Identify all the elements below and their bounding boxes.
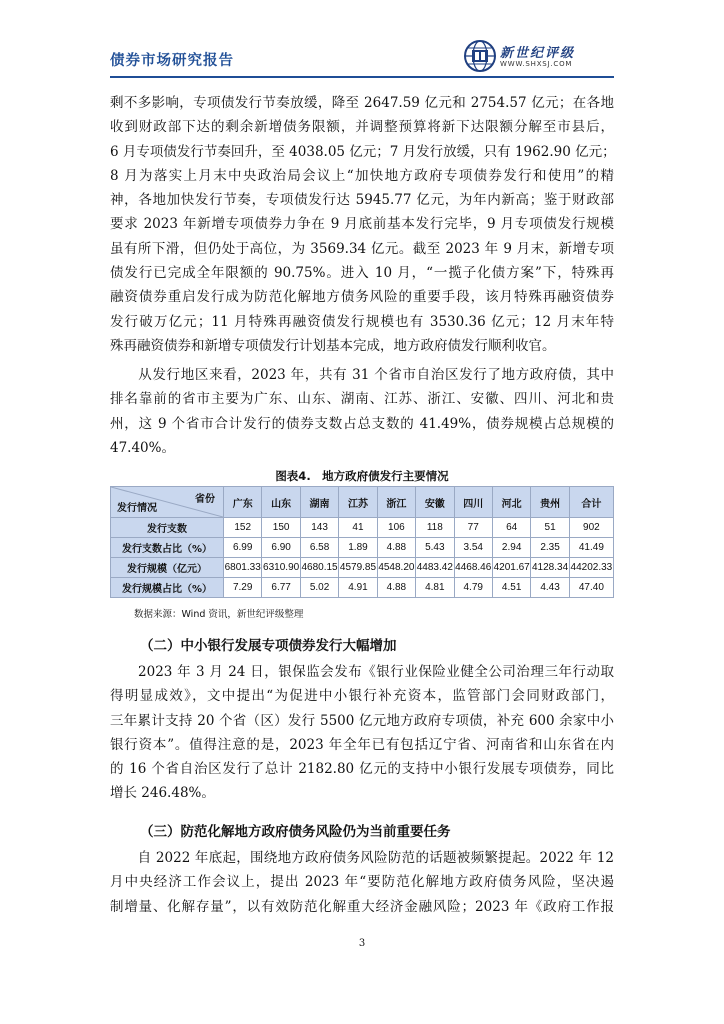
corner-bottom-label: 发行情况 xyxy=(117,503,157,514)
row-label: 发行规模（亿元） xyxy=(111,558,224,578)
text-line: 收到财政部下达的剩余新增债务限额，并调整预算将新下达限额分解至市县后， xyxy=(110,119,614,136)
text-line: 剩不多影响，专项债发行节奏放缓，降至 2647.59 亿元和 2754.57 亿元；在各地 xyxy=(110,95,614,111)
paragraph xyxy=(110,91,614,358)
column-header: 河北 xyxy=(492,487,530,518)
table-cell: 4.91 xyxy=(339,578,377,598)
table-caption: 图表4. 地方政府债发行主要情况 xyxy=(275,469,449,483)
text-line: 的 16 个省自治区发行了总计 2182.80 亿元的支持中小银行发展专项债券，同比 xyxy=(110,761,614,778)
table-cell: 4548.20 xyxy=(377,558,415,578)
table-cell: 4680.15 xyxy=(300,558,338,578)
paragraph xyxy=(110,363,614,460)
table-cell: 4579.85 xyxy=(339,558,377,578)
table-cell: 2.94 xyxy=(492,538,530,558)
globe-logo-icon xyxy=(464,40,496,72)
page-header xyxy=(110,44,614,76)
text-line: 增长 246.48%。 xyxy=(110,785,215,802)
table-cell: 5.43 xyxy=(416,538,454,558)
table-cell: 6.58 xyxy=(300,538,338,558)
column-header: 合计 xyxy=(569,487,613,518)
text-line: 州，这 9 个省市合计发行的债券支数占总支数的 41.49%，债券规模占总规模的 xyxy=(110,415,614,432)
report-title: 债券市场研究报告 xyxy=(110,53,234,69)
table-cell: 4.51 xyxy=(492,578,530,598)
table-cell: 41.49 xyxy=(569,538,613,558)
paragraph xyxy=(110,660,614,806)
text-line: 得明显成效》，文中提出“为促进中小银行补充资本，监管部门会同财政部门， xyxy=(110,688,614,705)
table-cell: 5.02 xyxy=(300,578,338,598)
text-line: 要求 2023 年新增专项债券力争在 9 月底前基本发行完毕，9 月专项债发行规模 xyxy=(110,216,614,233)
table-cell: 6310.90 xyxy=(262,558,300,578)
table-row xyxy=(111,518,614,538)
table-cell: 4483.42 xyxy=(416,558,454,578)
page-number: 3 xyxy=(358,938,366,949)
table-cell: 44202.33 xyxy=(569,558,613,578)
table-cell: 4.43 xyxy=(531,578,569,598)
table-cell: 6.77 xyxy=(262,578,300,598)
table-row xyxy=(111,578,614,598)
text-line: 银行资本”。值得注意的是，2023 年全年已有包括辽宁省、河南省和山东省在内 xyxy=(110,736,614,753)
text-line: 融资债券重启发行成为防范化解地方债务风险的重要手段，该月特殊再融资债券 xyxy=(110,289,614,306)
table-cell: 64 xyxy=(492,518,530,538)
text-line: 2023 年 3 月 24 日，银保监会发布《银行业保险业健全公司治理三年行动取 xyxy=(110,664,614,680)
table-cell: 118 xyxy=(416,518,454,538)
table-cell: 143 xyxy=(300,518,338,538)
corner-top-label: 省份 xyxy=(195,494,215,505)
table-cell: 150 xyxy=(262,518,300,538)
row-label: 发行支数 xyxy=(111,518,224,538)
text-line: 排名靠前的省市主要为广东、山东、湖南、江苏、浙江、安徽、四川、河北和贵 xyxy=(110,391,614,408)
column-header: 湖南 xyxy=(300,487,338,518)
table-cell: 6.90 xyxy=(262,538,300,558)
table-cell: 6801.33 xyxy=(224,558,262,578)
table-row xyxy=(111,538,614,558)
table-cell: 4.88 xyxy=(377,578,415,598)
issuance-table xyxy=(110,486,614,598)
column-header: 贵州 xyxy=(531,487,569,518)
text-line: 从发行地区来看，2023 年，共有 31 个省市自治区发行了地方政府债，其中 xyxy=(110,367,614,383)
company-logo xyxy=(464,40,614,76)
text-line: 殊再融资债券和新增专项债发行计划基本完成，地方政府债发行顺利收官。 xyxy=(110,337,556,354)
table-cell: 47.40 xyxy=(569,578,613,598)
section-heading: （三）防范化解地方政府债务风险仍为当前重要任务 xyxy=(140,824,451,840)
table-cell: 106 xyxy=(377,518,415,538)
text-line: 制增量、化解存量”，以有效防范化解重大经济金融风险；2023 年《政府工作报 xyxy=(110,898,614,915)
table-cell: 4.88 xyxy=(377,538,415,558)
table-header-row xyxy=(111,487,614,518)
table-cell: 41 xyxy=(339,518,377,538)
text-line: 8 月为落实上月末中央政治局会议上“加快地方政府专项债券发行和使用”的精 xyxy=(110,167,614,184)
text-line: 6 月专项债发行节奏回升，至 4038.05 亿元；7 月发行放缓，只有 1962.90 亿元； xyxy=(110,143,616,160)
text-line: 自 2022 年底起，围绕地方政府债务风险防范的话题被频繁提起。2022 年 12 xyxy=(110,850,614,866)
column-header: 广东 xyxy=(224,487,262,518)
table-cell: 4468.46 xyxy=(454,558,492,578)
text-line: 月中央经济工作会议上，提出 2023 年“要防范化解地方政府债务风险，坚决遏 xyxy=(110,874,614,891)
row-label: 发行支数占比（%） xyxy=(111,538,224,558)
table-cell: 2.35 xyxy=(531,538,569,558)
text-line: 三年累计支持 20 个省（区）发行 5500 亿元地方政府专项债，补充 600 余家中小 xyxy=(110,712,614,729)
table-row xyxy=(111,558,614,578)
table-cell: 51 xyxy=(531,518,569,538)
table-cell: 4128.34 xyxy=(531,558,569,578)
table-cell: 77 xyxy=(454,518,492,538)
text-line: 神，各地加快发行节奏，专项债发行达 5945.77 亿元，为年内新高；鉴于财政部 xyxy=(110,192,614,209)
table-cell: 7.29 xyxy=(224,578,262,598)
table-cell: 4201.67 xyxy=(492,558,530,578)
text-line: 发行破万亿元；11 月特殊再融资债发行规模也有 3530.36 亿元；12 月末年特 xyxy=(110,313,614,330)
table-cell: 1.89 xyxy=(339,538,377,558)
column-header: 四川 xyxy=(454,487,492,518)
table-cell: 3.54 xyxy=(454,538,492,558)
text-line: 47.40%。 xyxy=(110,439,175,456)
column-header: 江苏 xyxy=(339,487,377,518)
table-cell: 4.81 xyxy=(416,578,454,598)
corner-cell xyxy=(111,487,224,518)
text-line: 虽有所下滑，但仍处于高位，为 3569.34 亿元。截至 2023 年 9 月末，新增专项 xyxy=(110,240,614,257)
table-cell: 152 xyxy=(224,518,262,538)
paragraph xyxy=(110,846,614,919)
logo-name: 新世纪评级 xyxy=(500,46,576,61)
text-line: 债发行已完成全年限额的 90.75%。进入 10 月，“一揽子化债方案”下，特殊再 xyxy=(110,265,614,282)
column-header: 山东 xyxy=(262,487,300,518)
column-header: 浙江 xyxy=(377,487,415,518)
section-heading: （二）中小银行发展专项债券发行大幅增加 xyxy=(140,638,397,654)
column-header: 安徽 xyxy=(416,487,454,518)
table-cell: 902 xyxy=(569,518,613,538)
table-cell: 6.99 xyxy=(224,538,262,558)
table-source: 数据来源：Wind 资讯，新世纪评级整理 xyxy=(134,609,304,620)
logo-url: WWW.SHXSJ.COM xyxy=(500,60,573,68)
row-label: 发行规模占比（%） xyxy=(111,578,224,598)
table-cell: 4.79 xyxy=(454,578,492,598)
header-divider xyxy=(110,76,614,78)
